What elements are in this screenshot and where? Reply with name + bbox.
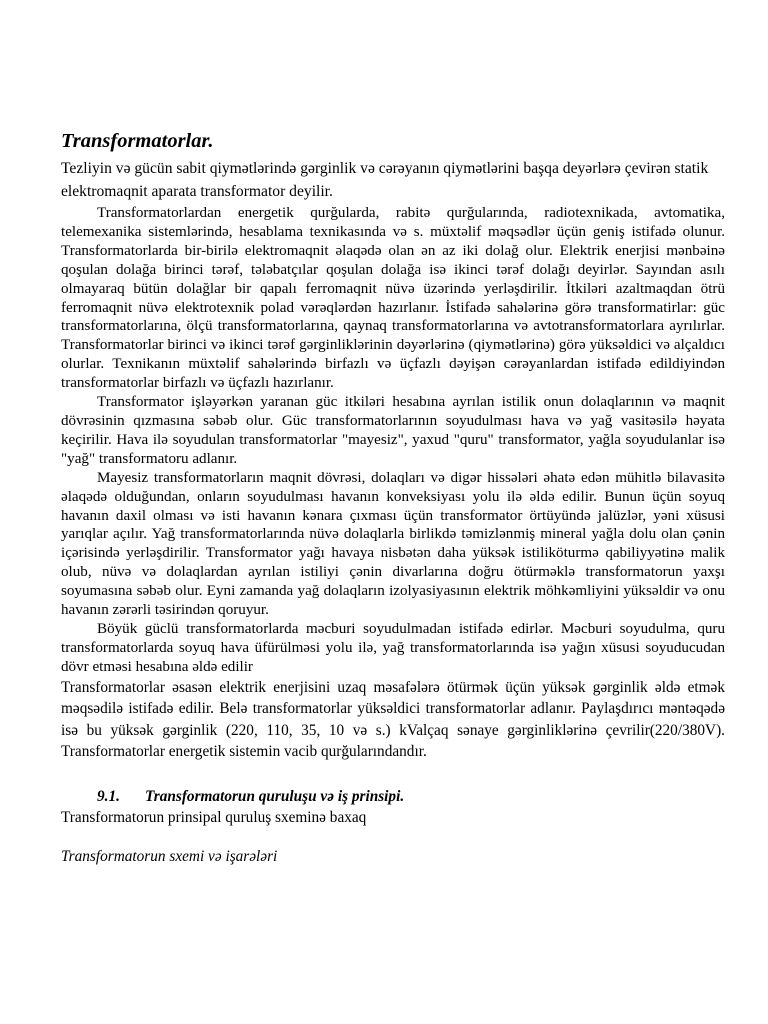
body-paragraph-4: Böyük güclü transformatorlarda məcburi soyudulmadan istifadə edirlər. Məcburi soyudulma, quru transformatorlarda soyuq hava üfürülməsi yolu ilə, yağ transformatorlarında isə yağın xüsusi soyuducudan dövr etməsi hesabına əldə edilir <box>61 620 725 675</box>
figure-caption: Transformatorun sxemi və işarələri <box>61 848 278 866</box>
body-paragraph-2: Transformator işləyərkən yaranan güc itkiləri hesabına ayrılan istilik onun dolaqlarının və maqnit dövrəsinin qızmasına səbəb olur. Güc transformatorlarının soyudulması hava və yağ vasitəsilə həyata keçirilir. Hava ilə soyudulan transformatorlar "mayesiz", yaxud "quru" transformator, yağla soyudulanlar isə "yağ" transformatoru adlanır. <box>61 394 725 467</box>
body-paragraph-1: Transformatorlardan energetik qurğularda, rabitə qurğularında, radiotexnikada, avtomatika, telemexanika sistemlərində, hesablama texnikasında və s. müxtəlif məqsədlər üçün geniş istifadə olunur. Transformatorlarda bir-birilə elektromaqnit əlaqədə olan ən az iki dolağ olur. Elektrik enerjisi mənbəinə qoşulan dolağa birinci tərəf, tələbatçılar qoşulan dolağa isə ikinci tərəf dolağı deyirlər. Sayından asılı olmayaraq bütün dolağlar bir qapalı ferromaqnit nüvə üzərində yerləşdirilir. İtkiləri azaltmaqdan ötrü ferromaqnit nüvə elektrotexnik polad vərəqlərdən hazırlanır. İstifadə sahələrinə görə transformatirlar: güc transformatorlarına, ölçü transformatorlarına, qaynaq transformatorlarına və avtotransformatorlara ayrılırlar. Transformatorlar birinci və ikinci tərəf gərginliklərinin dəyərlərinə (qiymətlərinə) görə yüksəldici və alçaldıcı olurlar. Texnikanın müxtəlif sahələrində birfazlı və üçfazlı dəyişən cərəyanlardan istifadə edildiyindən transformatorlar birfazlı və üçfazlı hazırlanır. <box>61 205 725 392</box>
document-page <box>61 128 725 867</box>
section-heading <box>61 786 725 807</box>
section-number: 9.1. <box>97 788 120 806</box>
section-title: Transformatorun quruluşu və iş prinsipi. <box>145 788 405 806</box>
intro-paragraph: Tezliyin və gücün sabit qiymətlərində gərginlik və cərəyanın qiymətlərini başqa deyərlərə çevirən statik elektromaqnit aparata transformator deyilir. <box>61 160 709 200</box>
section-text: Transformatorun prinsipal quruluş sxeminə baxaq <box>61 809 367 827</box>
body-paragraph-3: Mayesiz transformatorların maqnit dövrəsi, dolaqları və digər hissələri əhatə edən mühitlə bilavasitə əlaqədə olduğundan, onların soyudulması havanın konveksiyası yolu ilə əldə edilir. Bunun üçün soyuq havanın daxil olması və isti havanın kənara çıxması üçün transformator örtüyündə jalüzlər, yəni xüsusi yarıqlar açılır. Yağ transformatorlarında nüvə dolaqlarla birlikdə təmizlənmiş mineral yağla dolu olan çənin içərisində yerləşdirilir. Transformator yağı havaya nisbətən daha yüksək istiliköturmə qabiliyyətinə malik olub, nüvə və dolaqlardan ayrılan istiliyi çənin divarlarına doğru ötürməklə transformatorun yaxşı soyumasına səbəb olur. Eyni zamanda yağ dolaqların izolyasiyasının elektrik möhkəmliyini yüksəldir və onu havanın zərərli təsirindən qoruyur. <box>61 469 725 619</box>
document-title: Transformatorlar. <box>61 130 214 152</box>
closing-paragraph: Transformatorlar əsasən elektrik enerjisini uzaq məsafələrə ötürmək üçün yüksək gərginlik əldə etmək məqsədilə istifadə edilir. Belə transformatorlar yüksəldici transformatorlar adlanır. Paylaşdırıcı məntəqədə isə bu yüksək gərginlik (220, 110, 35, 10 və s.) kValçaq sənaye gərginliklərinə çevrilir(220/380V). Transformatorlar energetik sistemin vacib qurğularındandır. <box>61 678 725 761</box>
